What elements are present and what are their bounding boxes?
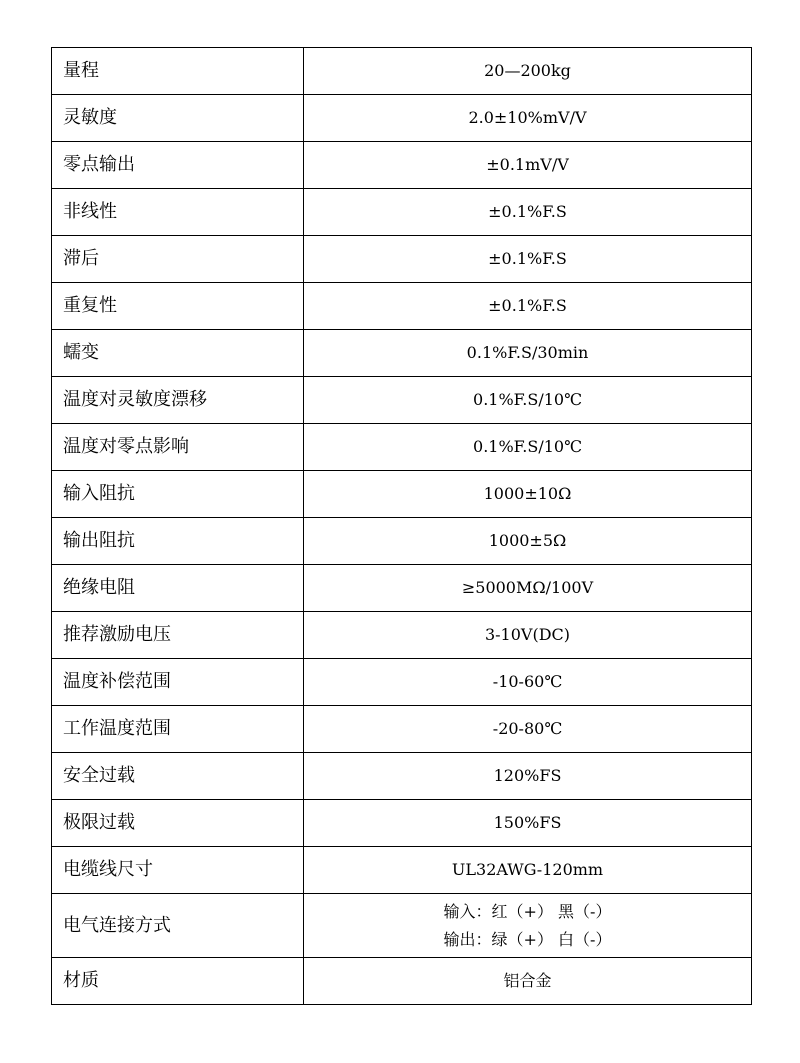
- spec-value: 1000±10Ω: [304, 471, 752, 518]
- spec-label: 极限过载: [52, 800, 304, 847]
- table-row: [52, 471, 752, 518]
- spec-label: 电缆线尺寸: [52, 847, 304, 894]
- table-row: [52, 518, 752, 565]
- table-row: [52, 377, 752, 424]
- spec-value: 0.1%F.S/10℃: [304, 424, 752, 471]
- spec-table: [51, 47, 752, 1005]
- spec-value: ±0.1%F.S: [304, 236, 752, 283]
- spec-label: 蠕变: [52, 330, 304, 377]
- table-row: [52, 330, 752, 377]
- wiring-input-line: 输入：红（+） 黑（-）: [443, 901, 612, 921]
- spec-value: -10-60℃: [304, 659, 752, 706]
- spec-value: ≥5000MΩ/100V: [304, 565, 752, 612]
- table-row: [52, 894, 752, 958]
- spec-label: 非线性: [52, 189, 304, 236]
- spec-label: 材质: [52, 958, 304, 1005]
- table-row: [52, 189, 752, 236]
- table-row: [52, 706, 752, 753]
- table-row: [52, 236, 752, 283]
- spec-label: 输入阻抗: [52, 471, 304, 518]
- table-row: [52, 847, 752, 894]
- spec-value: 20—200kg: [304, 48, 752, 95]
- spec-label: 重复性: [52, 283, 304, 330]
- spec-value: 0.1%F.S/10℃: [304, 377, 752, 424]
- spec-label: 量程: [52, 48, 304, 95]
- table-row: [52, 565, 752, 612]
- spec-label: 工作温度范围: [52, 706, 304, 753]
- spec-label: 温度对灵敏度漂移: [52, 377, 304, 424]
- spec-label: 温度补偿范围: [52, 659, 304, 706]
- table-row: [52, 659, 752, 706]
- spec-value: UL32AWG-120mm: [304, 847, 752, 894]
- wiring-output-line: 输出：绿（+） 白（-）: [443, 929, 612, 949]
- spec-label: 零点输出: [52, 142, 304, 189]
- spec-value: 铝合金: [304, 958, 752, 1005]
- spec-value: 0.1%F.S/30min: [304, 330, 752, 377]
- spec-value: 3-10V(DC): [304, 612, 752, 659]
- spec-value: ±0.1mV/V: [304, 142, 752, 189]
- spec-value: [304, 894, 752, 958]
- spec-label: 安全过载: [52, 753, 304, 800]
- spec-value: -20-80℃: [304, 706, 752, 753]
- spec-label: 推荐激励电压: [52, 612, 304, 659]
- spec-label: 温度对零点影响: [52, 424, 304, 471]
- table-row: [52, 800, 752, 847]
- table-row: [52, 958, 752, 1005]
- spec-label: 灵敏度: [52, 95, 304, 142]
- spec-value: 2.0±10%mV/V: [304, 95, 752, 142]
- table-row: [52, 95, 752, 142]
- table-row: [52, 142, 752, 189]
- table-row: [52, 612, 752, 659]
- table-row: [52, 283, 752, 330]
- spec-value: ±0.1%F.S: [304, 283, 752, 330]
- table-row: [52, 48, 752, 95]
- spec-value: 150%FS: [304, 800, 752, 847]
- spec-label: 绝缘电阻: [52, 565, 304, 612]
- spec-label: 输出阻抗: [52, 518, 304, 565]
- spec-value: ±0.1%F.S: [304, 189, 752, 236]
- spec-value: 120%FS: [304, 753, 752, 800]
- spec-value: 1000±5Ω: [304, 518, 752, 565]
- spec-label: 电气连接方式: [52, 894, 304, 958]
- spec-label: 滞后: [52, 236, 304, 283]
- table-row: [52, 424, 752, 471]
- table-row: [52, 753, 752, 800]
